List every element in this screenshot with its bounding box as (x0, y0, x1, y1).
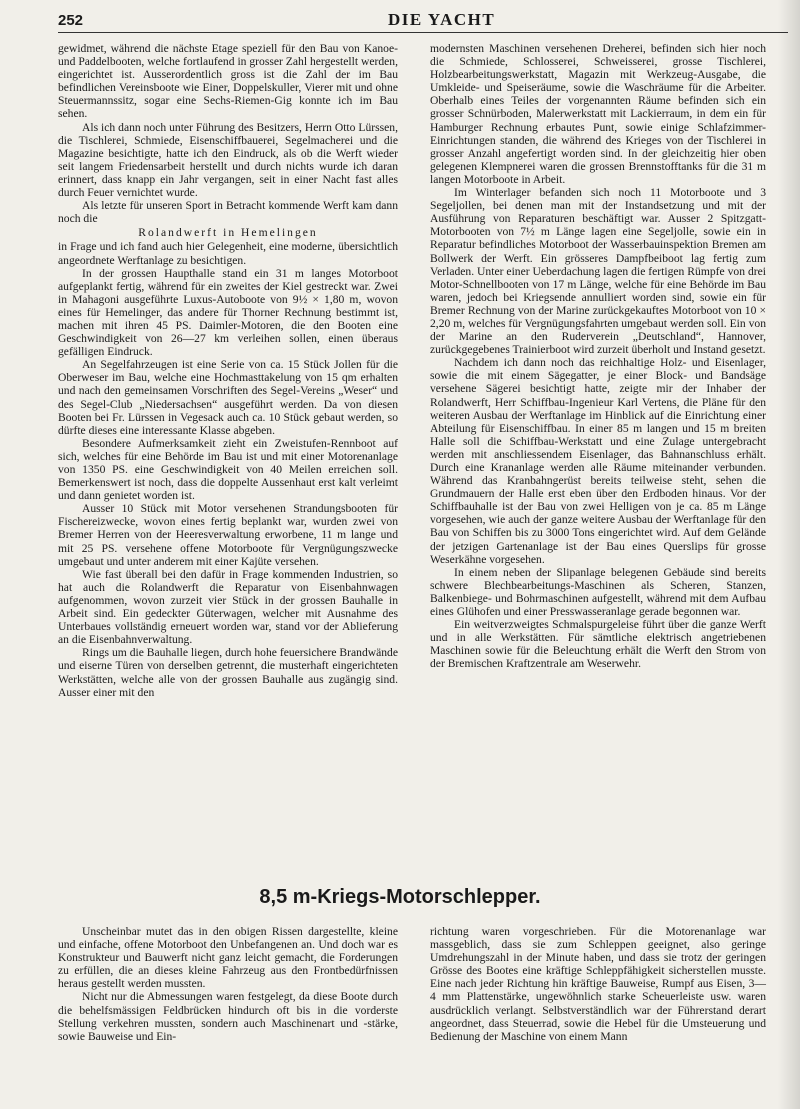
section-heading: 8,5 m-Kriegs-Motorschlepper. (259, 886, 541, 908)
paragraph: richtung waren vorgeschrieben. Für die Motorenanlage war massgeblich, dass sie zum Schleppen geeignet, also geringe Umdrehungszahl in der Minute haben, und dass sie trotz der geringen Grösse des Bootes eine kräftige Schleppfähigkeit sicherstellen musste. Eine nach jeder Richtung hin kräftige Bauweise, Rumpf aus Eisen, 3—4 mm Plattenstärke, ungewöhnlich starke Scheuerleiste usw. waren ausdrücklich verlangt. Selbstverständlich war der Führerstand derart angeordnet, dass Steuerrad, sowie die Hebel für die Umsteuerung und Bedienung der Maschine von einem Mann (430, 925, 766, 1043)
paragraph: Als letzte für unseren Sport in Betracht kommende Werft kam dann noch die (58, 199, 398, 226)
subheading: Rolandwerft in Hemelingen (138, 226, 318, 240)
paragraph: In einem neben der Slipanlage belegenen Gebäude sind bereits schwere Blechbearbeitungs-Maschinen als Scheren, Stanzen, Balkenbiege- und Bohrmaschinen aufgestellt, während mit dem Aufbau eines Glühofen und einer Presswasseranlage gerade begonnen war. (430, 565, 766, 619)
journal-title: DIE YACHT (388, 10, 496, 29)
paragraph: in Frage und ich fand auch hier Gelegenheit, eine moderne, übersichtlich angeordnete Werftanlage zu besichtigen. (58, 240, 398, 267)
header-rule (58, 32, 788, 33)
bottom-left-column (58, 925, 398, 1043)
paragraph: Nachdem ich dann noch das reichhaltige Holz- und Eisenlager, sowie die mit einem Sägegatter, je einer Block- und Bandsäge versehene Sägerei besichtigt hatte, zeigte mir der Inhaber der Rolandwerft, Herr Schiffbau-Ingenieur Karl Vertens, die Pläne für den weiteren Ausbau der Werftanlage im Hinblick auf die Einrichtung einer Abteilung für Eisenschiffbau. In einer 85 m langen und 15 m breiten Halle soll die Schiffbau-Werkstatt und eine Zulage untergebracht werden mit anschliessendem Eisenlager, das Bahnanschluss erhält. Durch eine Krananlage werden alle Räume miteinander verbunden. Während das Kranbahngerüst bereits teilweise steht, sehen die Grundmauern der Halle erst eben über den Erdboden hinaus. Vor der Schiffbauhalle ist der Bau von zwei Helligen von je ca. 85 m Länge vorgesehen, wie auch der ganze weitere Ausbau der Werftanlage für den Bau von Schiffen bis zu 3000 Tons eingerichtet wird. Auf dem Gelände der jetzigen Gartenanlage ist der Bau eines Querslips für grosse Weserkähne vorgesehen. (430, 356, 766, 566)
left-column (58, 42, 398, 699)
paragraph: Als ich dann noch unter Führung des Besitzers, Herrn Otto Lürssen, die Tischlerei, Schmiede, Eisenschiffbauerei, Segelmacherei und die Magazine besichtigte, hatte ich den Eindruck, als ob die Werft wieder seit langem Friedensarbeit herstellt und durch nichts wurde ich daran erinnert, dass knapp ein Jahr vergangen, seit in einer Nacht fast alles durch Feuer vernichtet wurde. (58, 120, 398, 200)
paragraph: modernsten Maschinen versehenen Dreherei, befinden sich hier noch die Schmiede, Schlosserei, Schweisserei, grosse Tischlerei, Holzbearbeitungswerkstatt, Magazin mit Werkzeug-Ausgabe, die Umkleide- und Speiseräume, sowie die Waschräume für die Arbeiter. Oberhalb eines Teiles der vorgenannten Räume befinden sich ein grosser Schnürboden, Malerwerkstatt mit Lackierraum, in dem ein für Hamburger Rechnung erbautes Punt, sowie einige Schlafzimmer-Einrichtungen standen, die während des Krieges von der Tischlerei in grosser Anzahl angefertigt worden sind. In der gleichzeitig hier oben gelegenen Klempnerei waren die grossen Brennstofftanks für die 31 m langen Motorboote in Arbeit. (430, 42, 766, 186)
paragraph: An Segelfahrzeugen ist eine Serie von ca. 15 Stück Jollen für die Oberweser im Bau, welche eine Hochmasttakelung von 15 qm erhalten und nach den gemeinsamen Vorschriften des Segel-Vereins „Weser“ und des Segel-Club „Niedersachsen“ ausgeführt werden. Da von diesen Booten bei Fr. Lürssen in Vegesack auch ca. 10 Stück gebaut werden, so dürfte dieses eine interessante Klasse abgeben. (58, 358, 398, 437)
paragraph: Ein weitverzweigtes Schmalspurgeleise führt über die ganze Werft und in alle Werkstätten. Für sämtliche elektrisch angetriebenen Maschinen sowie für die Beleuchtung erhält die Werft den Strom von der Bremischen Kraftzentrale am Weserwehr. (430, 618, 766, 671)
paragraph: gewidmet, während die nächste Etage speziell für den Bau von Kanoe- und Paddelbooten, welche fortlaufend in grosser Zahl hergestellt werden, eingerichtet ist. Ausserordentlich gross ist die Zahl der im Bau befindlichen Vereinsboote wie Einer, Doppelskuller, Vierer mit und ohne Steuermannssitz, sogar eine Sechs-Riemen-Gig konnte ich im Bau sehen. (58, 42, 398, 121)
paragraph: In der grossen Haupthalle stand ein 31 m langes Motorboot aufgeplankt fertig, während für ein zweites der Kiel gestreckt war. Zwei in Mahagoni ausgeführte Luxus-Autoboote von 9½ × 1,80 m, wovon eines für Hemelinger, das andere für Thorner Rechnung bestimmt ist, machen mit ihren 45 PS. Daimler-Motoren, die den Booten eine Geschwindigkeit von 26—27 km verleihen sollen, einen überaus gefälligen Eindruck. (58, 266, 398, 359)
paragraph: Ausser 10 Stück mit Motor versehenen Strandungsbooten für Fischereizwecke, wovon eines fertig beplankt war, wurden zwei von Bremer Herren von der Heeresverwaltung erworbene, 11 m lange und mit 25 PS. versehene offene Motorboote für Vergnügungszwecke umgebaut und unter anderem mit einer Kajüte versehen. (58, 502, 398, 568)
paragraph: Besondere Aufmerksamkeit zieht ein Zweistufen-Rennboot auf sich, welches für eine Behörde im Bau ist und mit einer Motorenanlage von 1350 PS. eine Geschwindigkeit von 40 Meilen erreichen soll. Bemerkenswert ist noch, dass die doppelte Aussenhaut erst kalt verleimt und dann genietet worden ist. (58, 436, 398, 503)
paragraph: Im Winterlager befanden sich noch 11 Motorboote und 3 Segeljollen, bei denen man mit der Instandsetzung und mit der Ausführung von Reparaturen beschäftigt war. Ausser 2 Spitzgatt-Motorbooten von 7½ m Länge lagen eine Segeljolle, sowie ein in Reparatur befindliches Motorboot der Wasserbauinspektion Bremen am Bollwerk der Werft. Ein grösseres Dampfbeiboot lag fertig zum Verladen. Unter einer Ueberdachung lagen die fertigen Rümpfe von drei Motor-Schnellbooten von 17 m Länge, welche für eine Behörde im Bau waren, jedoch bei Kriegsende annulliert worden sind, sowie ein für Bremer Rechnung von der Marine zurückgekauftes Motorboot von 10 × 2,20 m, welches für Vergnügungsfahrten umgebaut werden soll. Ein von der Marine an den Ruderverein „Deutschland“, Hannover, zurückgegebenes Trainierboot wird zurzeit überholt und Instand gesetzt. (430, 186, 766, 357)
page-edge-shadow (778, 0, 800, 1109)
bottom-right-column (430, 925, 766, 1043)
paragraph: Unscheinbar mutet das in den obigen Rissen dargestellte, kleine und einfache, offene Motorboot den Unbefangenen an. Und doch war es Konstrukteur und Bauwerft nicht ganz leicht gemacht, die Forderungen zu erfüllen, die an dieses kleine Fahrzeug aus den Frontbedürfnissen heraus gestellt werden mussten. (58, 925, 398, 991)
paragraph: Wie fast überall bei den dafür in Frage kommenden Industrien, so hat auch die Rolandwerft die Reparatur von Eisenbahnwagen aufgenommen, wovon zurzeit vier Stück in der grossen Bauhalle in Arbeit sind. Ein gedeckter Güterwagen, welcher mit Ausnahme des Unterbaues vollständig erneuert worden war, stand vor der Ablieferung an die Eisenbahnverwaltung. (58, 567, 398, 647)
page-number: 252 (58, 12, 84, 29)
paragraph: Nicht nur die Abmessungen waren festgelegt, da diese Boote durch die behelfsmässigen Feldbrücken hindurch oft bis in die vorderste Stellung verkehren mussten, sondern auch Maschinenart und -stärke, sowie Bauweise und Ein- (58, 990, 398, 1043)
right-column (430, 42, 766, 671)
paragraph: Rings um die Bauhalle liegen, durch hohe feuersichere Brandwände und eiserne Türen von derselben getrennt, die musterhaft eingerichteten Werkstätten, welche alle von der grossen Bauhalle aus zugängig sind. Ausser einer mit den (58, 646, 398, 699)
